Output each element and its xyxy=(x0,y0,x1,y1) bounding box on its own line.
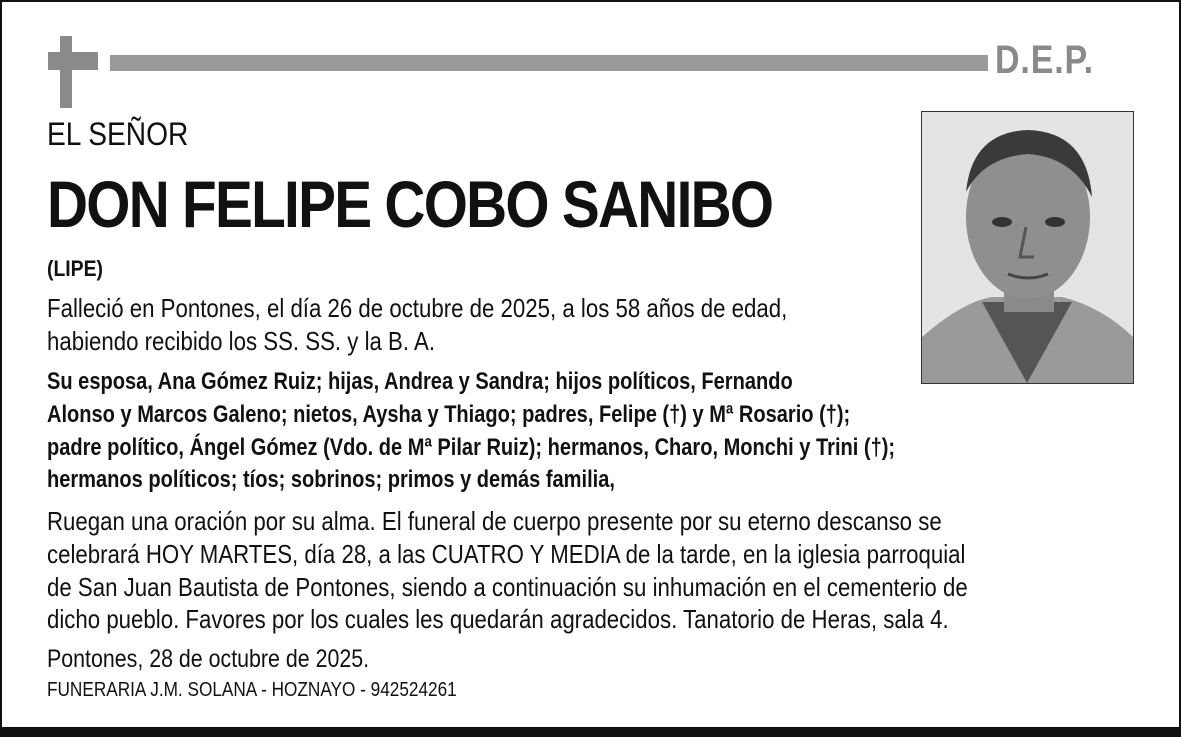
dep-label: D.E.P. xyxy=(995,38,1094,82)
cross-icon-bar xyxy=(48,52,98,70)
funeral-line: celebrará HOY MARTES, día 28, a las CUATRO Y MEDIA de la tarde, en la iglesia parroquial xyxy=(47,539,966,569)
funeral-line: de San Juan Bautista de Pontones, siendo a continuación su inhumación en el cementerio de xyxy=(47,572,968,602)
family-line: Su esposa, Ana Gómez Ruiz; hijas, Andrea y Sandra; hijos políticos, Fernando xyxy=(47,368,793,395)
family-line: hermanos políticos; tíos; sobrinos; primos y demás familia, xyxy=(47,466,615,493)
place-date: Pontones, 28 de octubre de 2025. xyxy=(47,645,370,673)
portrait-photo xyxy=(921,111,1134,384)
header-rule xyxy=(110,55,988,71)
funeral-home: FUNERARIA J.M. SOLANA - HOZNAYO - 942524261 xyxy=(47,679,457,701)
cross-icon xyxy=(60,36,72,108)
funeral-line: Ruegan una oración por su alma. El funeral de cuerpo presente por su eterno descanso se xyxy=(47,506,942,536)
bottom-border xyxy=(0,727,1181,737)
family-line: Alonso y Marcos Galeno; nietos, Aysha y Thiago; padres, Felipe (†) y Mª Rosario (†); xyxy=(47,401,851,428)
alias: (LIPE) xyxy=(47,256,103,281)
title-prefix: EL SEÑOR xyxy=(47,116,189,152)
deceased-name: DON FELIPE COBO SANIBO xyxy=(47,167,773,241)
death-notice-line: Falleció en Pontones, el día 26 de octubre de 2025, a los 58 años de edad, xyxy=(47,293,788,323)
funeral-line: dicho pueblo. Favores por los cuales les quedarán agradecidos. Tanatorio de Heras, sala 4. xyxy=(47,604,949,634)
death-notice-line: habiendo recibido los SS. SS. y la B. A. xyxy=(47,326,436,356)
family-line: padre político, Ángel Gómez (Vdo. de Mª Pilar Ruiz); hermanos, Charo, Monchi y Trini (†); xyxy=(47,434,896,461)
